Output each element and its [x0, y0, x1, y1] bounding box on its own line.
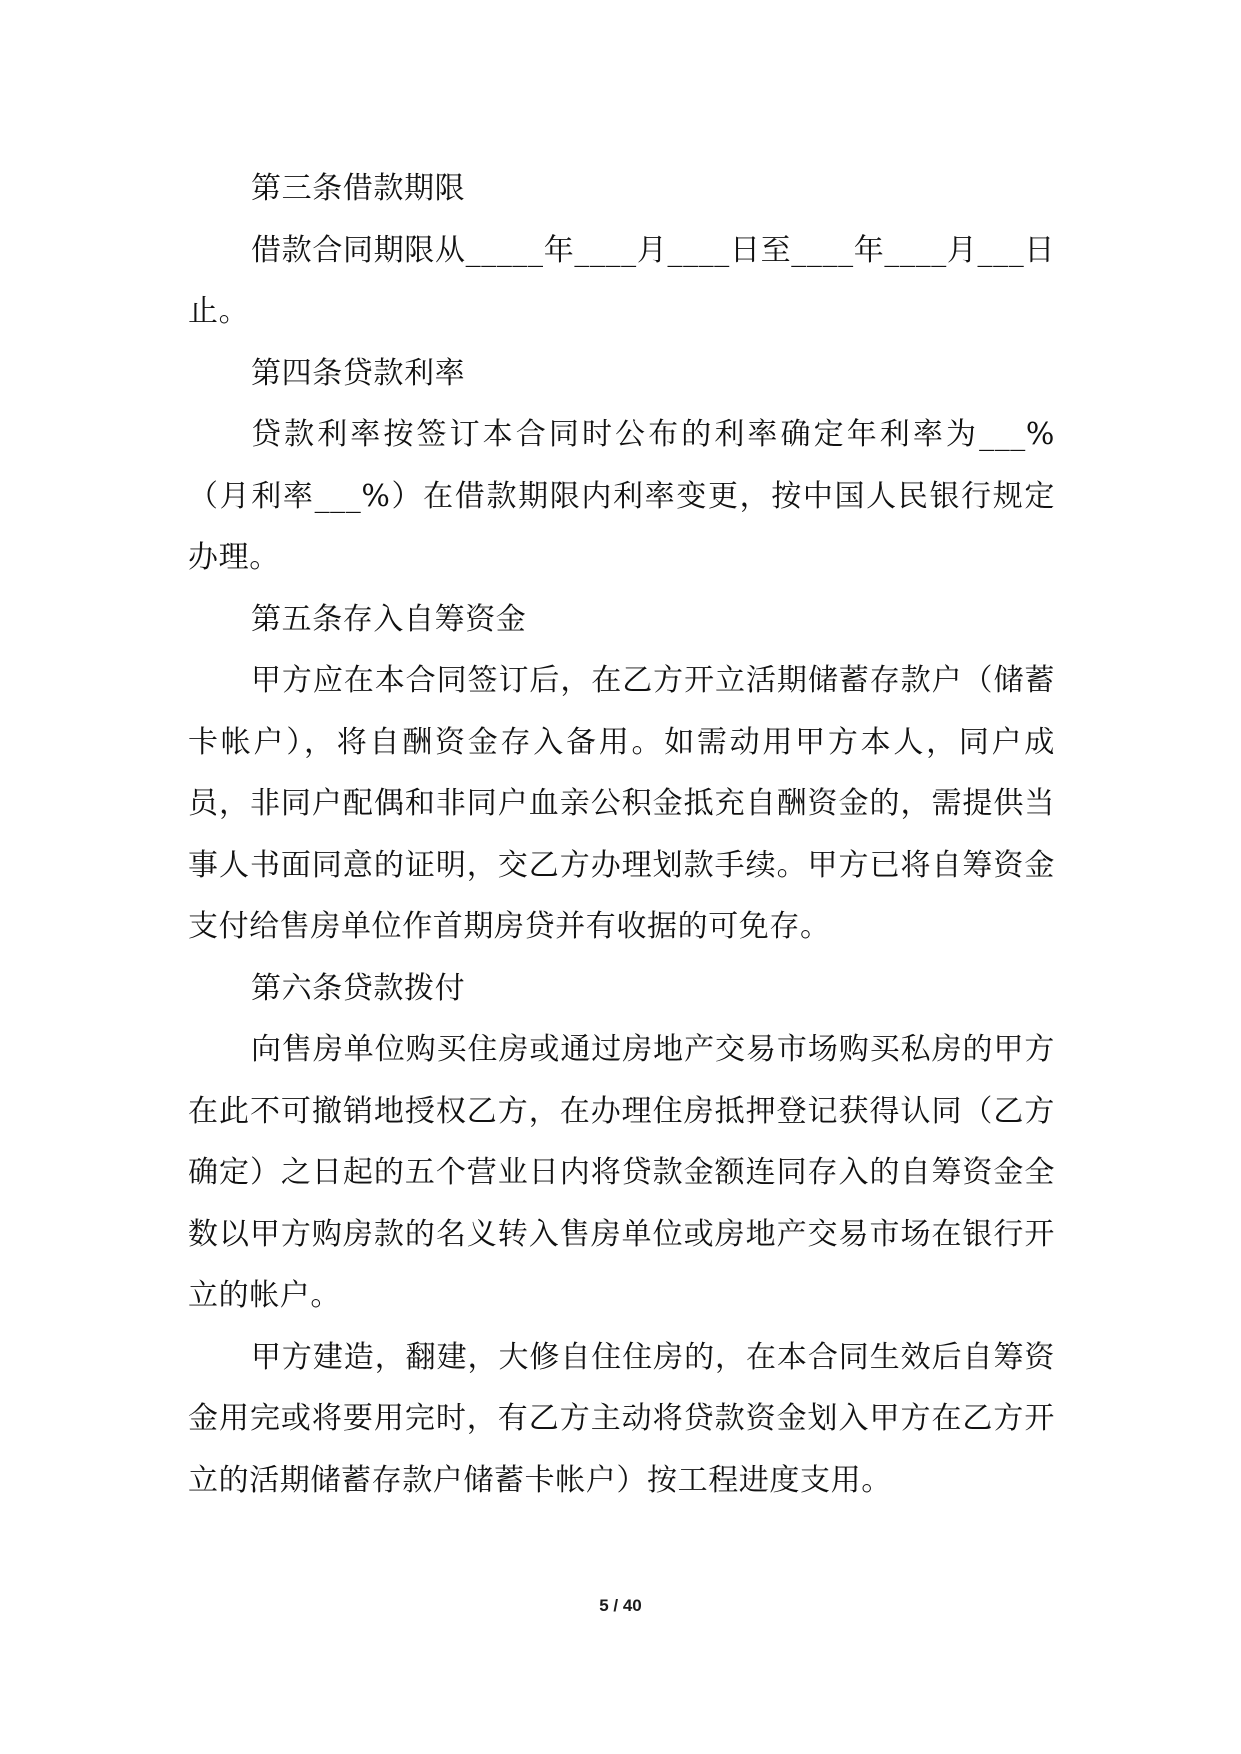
- paragraph: 借款合同期限从_____年____月____日至____年____月___日止。: [188, 232, 1055, 329]
- paragraph: 甲方建造，翻建，大修自住住房的，在本合同生效后自筹资金用完或将要用完时，有乙方主动将贷款资金划入甲方在乙方开立的活期储蓄存款户储蓄卡帐户）按工程进度支用。: [188, 1339, 1055, 1498]
- section-heading: 第六条贷款拨付: [251, 970, 466, 1006]
- paragraph: 贷款利率按签订本合同时公布的利率确定年利率为___%（月利率___%）在借款期限内利率变更，按中国人民银行规定办理。: [188, 417, 1055, 575]
- paragraph: 向售房单位购买住房或通过房地产交易市场购买私房的甲方在此不可撤销地授权乙方，在办理住房抵押登记获得认同（乙方确定）之日起的五个营业日内将贷款金额连同存入的自筹资金全数以甲方购房款的名义转入售房单位或房地产交易市场在银行开立的帐户。: [188, 1032, 1055, 1313]
- page-number: 5 / 40: [599, 1596, 642, 1615]
- document-body: [188, 158, 1055, 1511]
- section-heading: 第五条存入自筹资金: [251, 601, 527, 637]
- section-heading: 第四条贷款利率: [251, 355, 466, 391]
- paragraph: 甲方应在本合同签订后，在乙方开立活期储蓄存款户（储蓄卡帐户），将自酬资金存入备用。如需动用甲方本人，同户成员，非同户配偶和非同户血亲公积金抵充自酬资金的，需提供当事人书面同意的证明，交乙方办理划款手续。甲方已将自筹资金支付给售房单位作首期房贷并有收据的可免存。: [188, 663, 1055, 944]
- section-heading: 第三条借款期限: [251, 171, 466, 206]
